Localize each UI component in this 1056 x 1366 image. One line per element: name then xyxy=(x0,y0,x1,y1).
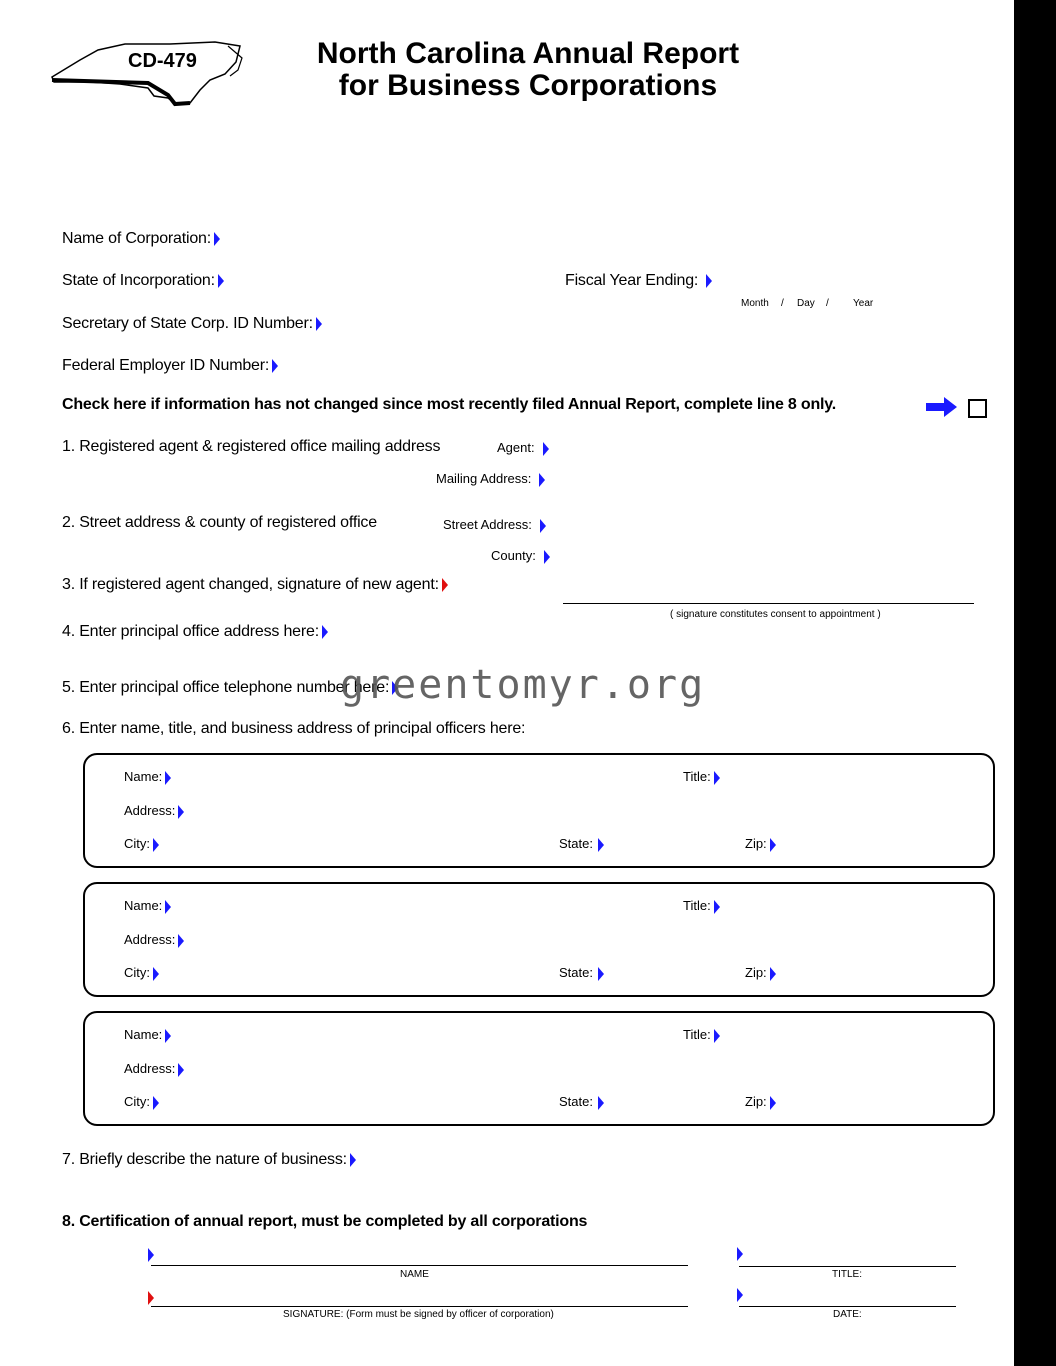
field-label: County: xyxy=(491,548,536,563)
field-arrow-icon xyxy=(714,771,720,785)
field-arrow-icon xyxy=(178,934,184,948)
officer-1-city-field[interactable] xyxy=(124,836,159,852)
day-label: Day xyxy=(797,298,815,309)
field-label: Title: xyxy=(683,769,711,784)
item-4-label: 4. Enter principal office address here: xyxy=(62,623,319,640)
officer-2-title-field[interactable] xyxy=(683,898,720,914)
officer-3-address-field[interactable] xyxy=(124,1061,184,1077)
field-arrow-icon xyxy=(539,473,545,487)
officer-3-zip-field[interactable] xyxy=(745,1094,776,1110)
title-line-2: for Business Corporations xyxy=(338,69,718,102)
field-label: Address: xyxy=(124,803,176,818)
county-field[interactable] xyxy=(491,548,550,564)
field-label: Name of Corporation: xyxy=(62,230,211,247)
field-label: Zip: xyxy=(745,1094,767,1109)
agent-field[interactable] xyxy=(497,440,549,456)
field-arrow-icon xyxy=(540,519,546,533)
item-7-label: 7. Briefly describe the nature of business: xyxy=(62,1151,347,1168)
item-3-label: 3. If registered agent changed, signature of new agent: xyxy=(62,576,439,593)
officer-box-2 xyxy=(83,882,995,997)
signature-arrow-icon xyxy=(442,578,448,592)
field-label: Name: xyxy=(124,898,163,913)
item-5-label: 5. Enter principal office telephone number here: xyxy=(62,679,390,696)
field-arrow-icon xyxy=(214,232,220,246)
field-arrow-icon xyxy=(218,274,224,288)
field-arrow-icon xyxy=(544,550,550,564)
officer-1-address-field[interactable] xyxy=(124,803,184,819)
field-label: State of Incorporation: xyxy=(62,272,215,289)
new-agent-signature-line[interactable] xyxy=(563,603,974,604)
field-arrow-icon xyxy=(178,1063,184,1077)
field-label: State: xyxy=(559,965,593,980)
title-caption: TITLE: xyxy=(832,1269,863,1280)
field-arrow-icon xyxy=(272,359,278,373)
field-label: Secretary of State Corp. ID Number: xyxy=(62,315,313,332)
officer-1-name-field[interactable] xyxy=(124,769,171,785)
field-arrow-icon xyxy=(598,1096,604,1110)
field-arrow-icon xyxy=(706,274,712,288)
certifier-name-line[interactable] xyxy=(151,1265,688,1266)
field-label: Federal Employer ID Number: xyxy=(62,357,270,374)
fiscal-year-ending-field[interactable] xyxy=(565,272,712,290)
field-arrow-icon xyxy=(165,771,171,785)
no-change-instruction: Check here if information has not changed since most recently filed Annual Report, complete line 8 only. xyxy=(62,396,837,413)
name-of-corporation-field[interactable] xyxy=(62,230,220,248)
field-label: Mailing Address: xyxy=(436,471,532,486)
officer-3-city-field[interactable] xyxy=(124,1094,159,1110)
field-arrow-icon xyxy=(153,1096,159,1110)
officer-2-address-field[interactable] xyxy=(124,932,184,948)
field-arrow-icon xyxy=(153,838,159,852)
field-arrow-icon xyxy=(178,805,184,819)
officer-2-name-field[interactable] xyxy=(124,898,171,914)
right-arrow-icon xyxy=(926,397,958,417)
field-arrow-icon xyxy=(165,1029,171,1043)
name-arrow-icon xyxy=(148,1248,154,1262)
title-arrow-icon xyxy=(737,1247,743,1261)
date-line[interactable] xyxy=(739,1306,956,1307)
officer-1-title-field[interactable] xyxy=(683,769,720,785)
officer-3-name-field[interactable] xyxy=(124,1027,171,1043)
item-8-label: 8. Certification of annual report, must be completed by all corporations xyxy=(62,1213,588,1230)
no-change-checkbox[interactable] xyxy=(968,399,987,418)
name-caption: NAME xyxy=(400,1269,429,1280)
field-label: Street Address: xyxy=(443,517,532,532)
item-3-field[interactable] xyxy=(62,576,448,594)
officer-3-title-field[interactable] xyxy=(683,1027,720,1043)
mailing-address-field[interactable] xyxy=(436,471,545,487)
street-address-field[interactable] xyxy=(443,517,546,533)
date-separator: / xyxy=(781,298,784,309)
officer-1-state-field[interactable] xyxy=(559,836,604,852)
date-arrow-icon xyxy=(737,1288,743,1302)
consent-note: ( signature constitutes consent to appointment ) xyxy=(670,609,881,620)
field-arrow-icon xyxy=(153,967,159,981)
signature-caption: SIGNATURE: (Form must be signed by officer of corporation) xyxy=(283,1309,554,1320)
signature-line[interactable] xyxy=(151,1306,688,1307)
field-label: Title: xyxy=(683,1027,711,1042)
field-label: Fiscal Year Ending: xyxy=(565,272,699,289)
field-arrow-icon xyxy=(316,317,322,331)
field-label: Zip: xyxy=(745,836,767,851)
field-arrow-icon xyxy=(770,967,776,981)
signature-arrow-icon xyxy=(148,1291,154,1305)
field-arrow-icon xyxy=(543,442,549,456)
sos-id-field[interactable] xyxy=(62,315,322,333)
field-label: City: xyxy=(124,1094,150,1109)
field-label: City: xyxy=(124,836,150,851)
field-label: Title: xyxy=(683,898,711,913)
item-1-label: 1. Registered agent & registered office mailing address xyxy=(62,438,441,455)
field-label: Name: xyxy=(124,1027,163,1042)
field-label: Address: xyxy=(124,932,176,947)
officer-1-zip-field[interactable] xyxy=(745,836,776,852)
certifier-title-line[interactable] xyxy=(739,1266,956,1267)
field-label: Address: xyxy=(124,1061,176,1076)
item-2-label: 2. Street address & county of registered office xyxy=(62,514,377,531)
field-arrow-icon xyxy=(165,900,171,914)
state-of-incorporation-field[interactable] xyxy=(62,272,224,290)
page-title xyxy=(300,38,756,102)
item-6-label: 6. Enter name, title, and business address of principal officers here: xyxy=(62,720,526,737)
field-arrow-icon xyxy=(714,900,720,914)
officer-2-state-field[interactable] xyxy=(559,965,604,981)
officer-2-zip-field[interactable] xyxy=(745,965,776,981)
fein-field[interactable] xyxy=(62,357,278,375)
field-arrow-icon xyxy=(770,1096,776,1110)
date-separator: / xyxy=(826,298,829,309)
field-label: Zip: xyxy=(745,965,767,980)
month-label: Month xyxy=(741,298,769,309)
year-label: Year xyxy=(853,298,874,309)
title-line-1: North Carolina Annual Report xyxy=(316,37,740,70)
item-7-field[interactable] xyxy=(62,1151,356,1169)
field-arrow-icon xyxy=(598,838,604,852)
officer-3-state-field[interactable] xyxy=(559,1094,604,1110)
officer-box-1 xyxy=(83,753,995,868)
field-label: Name: xyxy=(124,769,163,784)
field-arrow-icon xyxy=(322,625,328,639)
field-label: City: xyxy=(124,965,150,980)
form-code: CD-479 xyxy=(128,50,197,72)
date-caption: DATE: xyxy=(833,1309,862,1320)
officer-2-city-field[interactable] xyxy=(124,965,159,981)
officer-box-3 xyxy=(83,1011,995,1126)
field-label: State: xyxy=(559,836,593,851)
page-edge-bar xyxy=(1014,0,1056,1366)
field-label: Agent: xyxy=(497,440,535,455)
field-arrow-icon xyxy=(714,1029,720,1043)
item-4-field[interactable] xyxy=(62,623,328,641)
field-arrow-icon xyxy=(770,838,776,852)
watermark-text: greentomyr.org xyxy=(340,662,706,708)
field-arrow-icon xyxy=(598,967,604,981)
field-arrow-icon xyxy=(350,1153,356,1167)
field-label: State: xyxy=(559,1094,593,1109)
